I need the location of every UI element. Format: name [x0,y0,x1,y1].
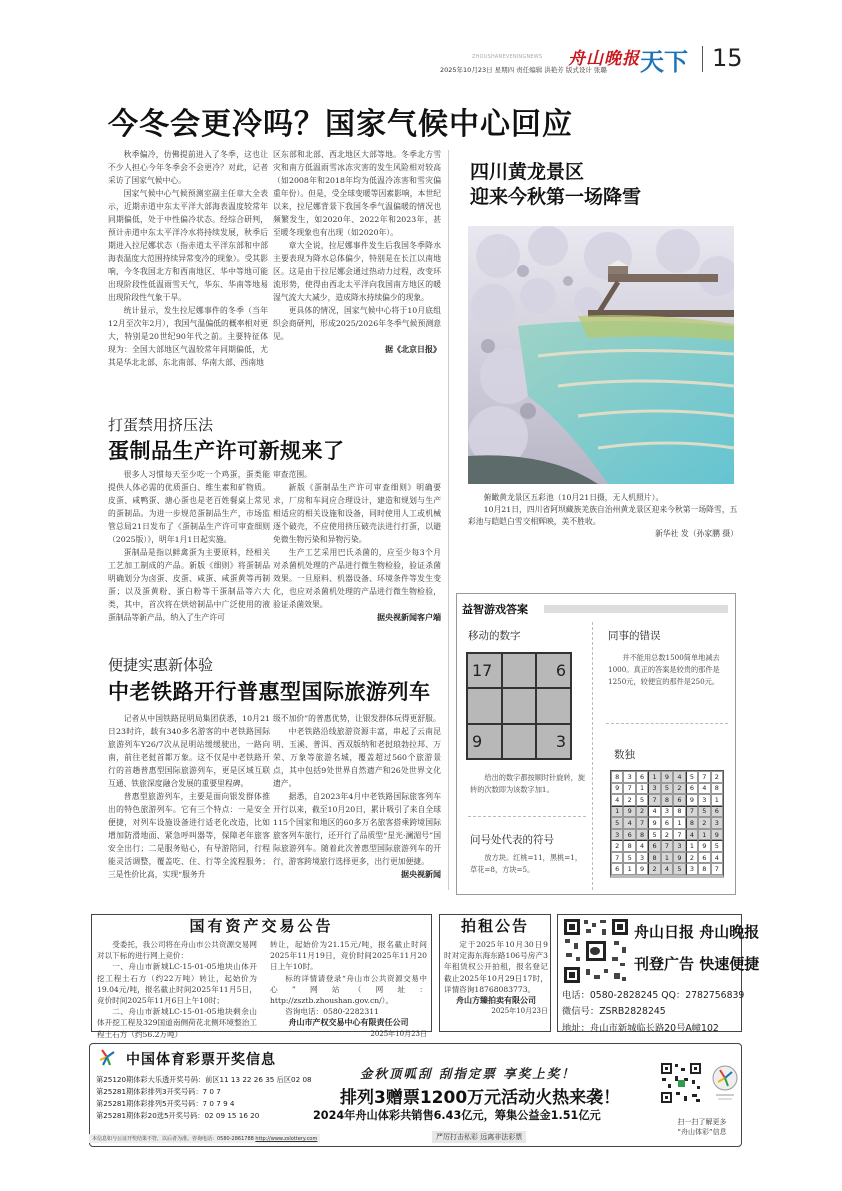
grid-cell: 9 [467,724,502,759]
sudoku-cell: 2 [698,817,710,829]
article3-para: 级不加价”的普惠优势，让银发群体玩得更舒服。 [273,714,441,723]
article2-para: 很多人习惯每天至少吃一个鸡蛋，蛋类能提供人体必需的优质蛋白、维生素和矿物质。皮蛋、咸鸭蛋、溏心蛋也是老百姓餐桌上常见的蛋制品。为进一步规范蛋制品生产，市场监管总局21日发布了《蛋制品生产许可审查细则（2025版）》，明年1月1日起实施。 [108,470,270,544]
sudoku-cell: 7 [698,771,710,783]
huanglong-photo-illustration [468,226,734,484]
newspaper-logo: 舟山晚报 [568,49,640,69]
dashed-divider [468,816,586,817]
sudoku-cell: 8 [636,829,648,841]
notice-para: 二、舟山市新城LC-15-01-05地块剩余山体开挖工程及329国道南侧荷花北侧环境整治工程土石方（约56.2万吨） [97,1007,257,1039]
article3-para: 普惠型旅游列车，主要是面向银发群体推出的特色旅游列车。它有三个特点：一是安全便捷，对列车设施设备进行适老化改造，比如增加防滑地面、紧急呼叫器等，保障老年旅客安全出行；二是服务贴心，有导游陪同，行程能灵活调整，覆盖吃、住、行等全流程服务；三是性价比高，实现“服务升 [108,792,270,879]
state-assets-column1 [97,939,257,1040]
lottery-sales: 2024年舟山体彩共销售6.43亿元，筹集公益金1.51亿元 [313,1109,601,1122]
sudoku-cell: 7 [686,806,698,818]
sudoku-cell: 3 [698,794,710,806]
sudoku-cell: 4 [686,829,698,841]
lottery-footnote [89,1134,320,1143]
sudoku-cell: 5 [648,829,660,841]
sudoku-cell: 5 [686,771,698,783]
sports-lottery-logo-icon [98,1048,116,1066]
section-title: 天下 [640,47,688,76]
sudoku-cell: 7 [711,863,723,875]
sudoku-cell: 9 [686,794,698,806]
colleague-error-title: 同事的错误 [608,630,661,642]
sudoku-cell: 6 [673,794,685,806]
lottery-qr-code[interactable] [660,1062,702,1104]
grid-cell: 17 [467,653,502,688]
sudoku-cell: 4 [698,783,710,795]
lottery-promo: 排列3赠票1200万元活动火热来袭！ [340,1088,621,1108]
sudoku-title: 数独 [614,749,635,761]
article3-kicker: 便捷实惠新体验 [108,656,214,674]
sudoku-cell: 8 [661,794,673,806]
sudoku-cell: 4 [711,852,723,864]
sudoku-cell: 8 [711,783,723,795]
lottery-result-line: 第25120期体彩大乐透开奖号码：前区11 13 22 26 35 后区02 08 [96,1075,312,1084]
sudoku-cell: 2 [636,806,648,818]
huanglong-headline [470,160,641,210]
lottery-slogan: 金秋顶呱刮 刮指定票 享奖上奖！ [360,1066,576,1081]
sudoku-cell: 1 [636,783,648,795]
grid-cell [502,688,537,723]
article1-column1 [108,148,268,369]
sudoku-cell: 5 [661,783,673,795]
qr-code-icon [660,1062,702,1104]
moving-numbers-title: 移动的数字 [468,630,521,642]
sudoku-cell: 4 [611,794,623,806]
sudoku-cell: 1 [623,863,635,875]
newspaper-ad-address: 地址：舟山市新城临长路20号A幢102 [562,1023,719,1034]
article2-source: 据央视新闻客户端 [377,613,441,622]
article1-source: 据《北京日报》 [385,345,441,354]
article3-column2 [273,712,441,881]
huanglong-photo [468,226,734,484]
column-divider [448,150,449,890]
sudoku-cell: 4 [648,806,660,818]
article1-headline: 今冬会更冷吗？国家气候中心回应 [108,107,573,142]
sudoku-cell: 8 [623,840,635,852]
sudoku-cell: 4 [636,840,648,852]
article1-para: 国家气候中心气候预测室副主任章大全表示，近期赤道中东太平洋大部海表温度较常年同期偏低，处于中性偏冷状态。经综合研判，预计赤道中东太平洋冷水将持续发展，秋季后期进入拉尼娜状态（指赤道太平洋东部和中部海表温度大范围持续异常变冷的现象）。受其影响，今冬我国北方和西南地区、华中等地可能出现阶段性低温雨雪天气，华东、华南等地易出现阶段性气象干旱。 [108,189,268,302]
article2-column1 [108,468,270,624]
masthead-divider [702,46,703,72]
sudoku-cell: 2 [623,794,635,806]
sudoku-cell: 6 [636,771,648,783]
sudoku-cell: 5 [636,794,648,806]
state-assets-notice-title: 国有资产交易公告 [189,917,334,935]
answer-text: 并不能用总数1500简单地减去1000。真正的答案是较贵的那件是1250元，较便宜的那件是250元。 [608,653,720,686]
sudoku-cell: 9 [611,783,623,795]
notice-org: 舟山市产权交易中心有限责任公司 [288,1018,409,1028]
huanglong-headline-line2: 迎来今秋第一场降雪 [470,186,642,208]
notice-para: 转让，起始价为21.15元/吨，报名截止时间2025年11月19日，竞价时间2025年11月20日上午10时。 [270,940,427,972]
sudoku-cell: 8 [648,852,660,864]
sudoku-cell: 1 [611,806,623,818]
huanglong-caption [468,492,738,540]
article3-headline: 中老铁路开行普惠型国际旅游列车 [108,680,431,704]
sudoku-cell: 1 [648,771,660,783]
grid-cell [502,653,537,688]
article3-source: 据央视新闻 [401,870,441,879]
article2-para: 蛋制品是指以鲜禽蛋为主要原料，经相关工艺加工制成的产品。新版《细则》将蛋制品明确划分为卤蛋、皮蛋、咸蛋、咸蛋黄等再制蛋；以及蛋黄粉、蛋白粉等干蛋制品等六大类，其中，首次将在烘焙制品中广泛使用的液蛋制品等新产品，纳入了生产许可 [108,548,270,622]
qr-code-icon [562,917,630,985]
article1-para: 更具体的情况，国家气候中心将于10月底组织会商研判，形成2025/2026年冬季气候预测意见。 [273,306,441,341]
newspaper-ad-wechat: 微信号：ZSRB2828245 [562,1006,666,1017]
sudoku-cell: 5 [673,863,685,875]
lottery-warning: 严厉打击私彩 远离非法彩票 [432,1131,526,1143]
sudoku-cell: 5 [611,817,623,829]
article1-para: 统计显示，发生拉尼娜事件的冬季（当年12月至次年2月），我国气温偏低的概率相对更大，特别是20世纪90年代之前。主要特征体现为：全国大部地区气温较常年同期偏低，尤其是华北北部、东北南部、华南大部、西南地 [108,306,268,367]
lottery-title: 中国体育彩票开奖信息 [126,1052,276,1068]
lottery-result-line: 第25281期体彩排列3开奖号码：7 0 7 [96,1087,221,1096]
sudoku-cell: 4 [673,771,685,783]
sudoku-cell: 9 [673,852,685,864]
notice-para: 受委托，我公司将在舟山市公共资源交易网对以下标的进行网上竞价： [97,940,257,961]
notice-date: 2025年10月23日 [491,1007,548,1016]
sudoku-cell: 6 [623,829,635,841]
article2-para: 新版《蛋制品生产许可审查细则》明确要求，厂房和车间应合理设计，建造和规划与生产相适应的相关设施和设备，同时使用人工或机械逐个破壳，不应使用挤压破壳法进行打蛋，以避免微生物污染和异物污染。 [273,483,441,544]
sudoku-cell: 7 [648,794,660,806]
article2-para: 生产工艺采用巴氏杀菌的，应至少每3个月对杀菌机处理的产品进行微生物检验，验证杀菌效果。一旦原料、机器设备、环境条件等发生变化，也应对杀菌机处理的产品进行微生物检验，验证杀菌效果。 [273,548,441,609]
grid-cell [502,724,537,759]
answer-text: 给出的数字都按顺时针旋转，旋转的次数即为该数字加1。 [470,773,586,794]
article3-para: 记者从中国铁路昆明局集团获悉，10月21日23时许，载有340多名游客的中老铁路国际旅游列车Y26/7次从昆明站缓缓驶出，一路向南，前往老挝首都万象。这不仅是中老铁路开行的首趟普惠型国际旅游列车，更是区域互联互通、铁旅深度融合发展的重要里程碑。 [108,714,270,788]
sudoku-cell: 9 [698,840,710,852]
symbol-puzzle-title: 问号处代表的符号 [470,834,554,846]
sudoku-cell: 9 [623,806,635,818]
sudoku-cell: 2 [673,783,685,795]
lottery-result-line: 第25281期体彩20选5开奖号码：02 09 15 16 20 [96,1111,260,1120]
article2-column2 [273,468,441,624]
sudoku-cell: 3 [611,829,623,841]
sudoku-cell: 5 [623,852,635,864]
sudoku-cell: 1 [698,829,710,841]
auction-notice-title: 拍租公告 [460,917,529,935]
article3-para: 据悉，自2023年4月中老铁路国际旅客列车开行以来，截至10月20日，累计吸引了来自全球115个国家和地区的60多万名旅客搭乘跨境国际旅客列车旅行，还开行了品质型“星光·澜湄号”国际旅游列车。随着此次普惠型国际旅游列车的开行，游客跨境旅行选择更多，出行更加便捷。 [273,792,441,866]
sudoku-cell: 7 [636,817,648,829]
article2-headline: 蛋制品生产许可新规来了 [108,439,345,463]
sudoku-cell: 1 [711,794,723,806]
grid-cell [467,688,502,723]
dashed-divider [606,723,728,724]
caption-line: 10月21日，四川省阿坝藏族羌族自治州黄龙景区迎来今秋第一场降雪，五彩池与皑皑白雪交相辉映，美不胜收。 [468,505,738,526]
article3-column1 [108,712,270,881]
auction-notice-body [444,939,548,1017]
sudoku-cell: 8 [686,817,698,829]
sudoku-cell: 9 [711,829,723,841]
grid-cell [536,688,571,723]
sudoku-cell: 1 [661,852,673,864]
sudoku-cell: 3 [686,863,698,875]
sudoku-cell: 4 [661,863,673,875]
moving-numbers-grid [466,652,572,760]
sudoku-cell: 9 [661,771,673,783]
newspaper-ad-line1: 舟山日报 舟山晚报 [634,923,760,941]
sudoku-cell: 1 [686,840,698,852]
scan-line2: “舟山体彩”信息 [677,1128,727,1136]
sudoku-cell: 8 [673,806,685,818]
lottery-result-line: 第25281期体彩排列5开奖号码：7 0 7 9 4 [96,1099,235,1108]
notice-para: 咨询电话：0580-2282311 [285,1007,379,1017]
moving-numbers-answer [470,772,588,795]
sudoku-cell: 5 [698,806,710,818]
lottery-footnote-text: 本信息如与公证开奖结果不符，以后者为准。咨询电话：0580-2861788 [92,1136,254,1142]
sudoku-cell: 6 [698,852,710,864]
sudoku-cell: 6 [711,806,723,818]
scan-line1: 扫一扫了解更多 [677,1118,727,1126]
sudoku-cell: 3 [636,852,648,864]
notice-org: 舟山方臻拍卖有限公司 [456,996,536,1006]
notice-para: 标的详情请登录“舟山市公共资源交易中心”网站（网址：http://zsztb.zhoushan.gov.cn/）。 [270,973,427,1006]
masthead-date-line: 2025年10月23日 星期四 责任编辑 洪艳芳 版式设计 张璐 [440,66,607,74]
notice-para: 定于2025年10月30日9时对定海东海东路106号房产3年租赁权公开拍租，报名登记截止2025年10月29日17时，详情咨询18768083773。 [444,940,548,994]
article1-para: 区东部和北部、西北地区大部等地。冬季北方雪灾和南方低温雨雪冰冻灾害的发生风险相对较高（如2008年和2018年均为低温冷冻害和雪灾偏重年份）。但是，受全球变暖等因素影响，本世纪以来，拉尼娜背景下我国冬季气温偏暖的情况也频繁发生，如2020年、2022年和2023年，甚至暖冬现象也有出现（如2020年）。 [273,150,441,237]
sudoku-cell: 7 [611,852,623,864]
photo-credit: 新华社 发（孙家鹏 摄） [655,529,738,538]
page-number: 15 [712,44,743,72]
sudoku-cell: 7 [623,783,635,795]
header-bar [544,605,728,613]
sudoku-cell: 6 [648,840,660,852]
sudoku-cell: 7 [673,829,685,841]
sudoku-cell: 2 [711,771,723,783]
caption-line: 俯瞰黄龙景区五彩池（10月21日摄，无人机照片）。 [483,493,664,502]
sudoku-cell: 6 [686,783,698,795]
huanglong-headline-line1: 四川黄龙景区 [470,161,585,183]
article1-para: 章大全说，拉尼娜事件发生后我国冬季降水主要表现为降水总体偏少，特别是在长江以南地区。这是由于拉尼娜会通过热动力过程，改变环流形势，使得由西北太平洋向我国南方地区的暖湿气流大大减少，造成降水持续偏少的现象。 [273,241,441,302]
puzzle-divider [592,622,593,890]
article1-para: 秋季偏冷，仿佛提前进入了冬季，这也让不少人担心今年冬季会不会更冷？对此，记者采访了国家气候中心。 [108,150,268,185]
grid-cell: 6 [536,653,571,688]
sudoku-cell: 8 [698,863,710,875]
sudoku-cell: 3 [711,817,723,829]
sudoku-cell: 6 [611,863,623,875]
sudoku-cell: 3 [648,783,660,795]
sports-lottery-badge-icon [712,1062,738,1104]
notice-para: 一、舟山市新城LC-15-01-05地块山体开挖工程土石方（约22万吨）转让，起始价为19.04元/吨，报名截止时间2025年11月5日，竞价时间2025年11月6日上午10时； [97,962,257,1006]
article3-para: 中老铁路沿线旅游资源丰富，串起了云南昆明、玉溪、普洱、西双版纳和老挝琅勃拉邦、万荣、万象等旅游名城，覆盖超过560个旅游景点，其中包括9处世界自然遗产和26处世界文化遗产。 [273,727,441,788]
sudoku-cell: 4 [623,817,635,829]
sudoku-cell: 3 [623,771,635,783]
newspaper-ad-line2: 刊登广告 快速便捷 [634,955,760,973]
sudoku-cell: 8 [611,771,623,783]
sudoku-cell: 2 [648,863,660,875]
sudoku-cell: 5 [711,840,723,852]
sudoku-cell: 2 [661,829,673,841]
sudoku-cell: 3 [673,840,685,852]
grid-cell: 3 [536,724,571,759]
wechat-qr-code[interactable] [562,917,630,985]
colleague-error-answer [608,652,728,688]
notice-date: 2025年10月23日 [370,1029,427,1038]
sudoku-cell: 2 [611,840,623,852]
lottery-website-link[interactable]: http://www.zslottery.com [255,1136,318,1142]
puzzle-answers-header: 益智游戏答案 [462,603,528,616]
masthead-english: ZHOUSHANEVENINGNEWS [472,54,543,60]
symbol-puzzle-answer [470,852,588,875]
newspaper-ad-phone: 电话：0580-2828245 QQ：2782756839 [562,990,745,1001]
state-assets-column2 [270,939,427,1040]
article2-para: 审查范围。 [273,470,312,479]
sudoku-cell: 2 [686,852,698,864]
sudoku-cell: 6 [661,817,673,829]
article1-column2 [273,148,441,356]
sudoku-cell: 7 [661,840,673,852]
article2-kicker: 打蛋禁用挤压法 [108,416,214,434]
sudoku-cell: 9 [648,817,660,829]
answer-text: 放方块。红桃=11，黑桃=1，草花=8，方块=5。 [470,853,583,874]
sudoku-grid [610,770,724,878]
sudoku-cell: 1 [673,817,685,829]
sudoku-cell: 3 [661,806,673,818]
lottery-scan-text [667,1117,737,1137]
sudoku-cell: 9 [636,863,648,875]
